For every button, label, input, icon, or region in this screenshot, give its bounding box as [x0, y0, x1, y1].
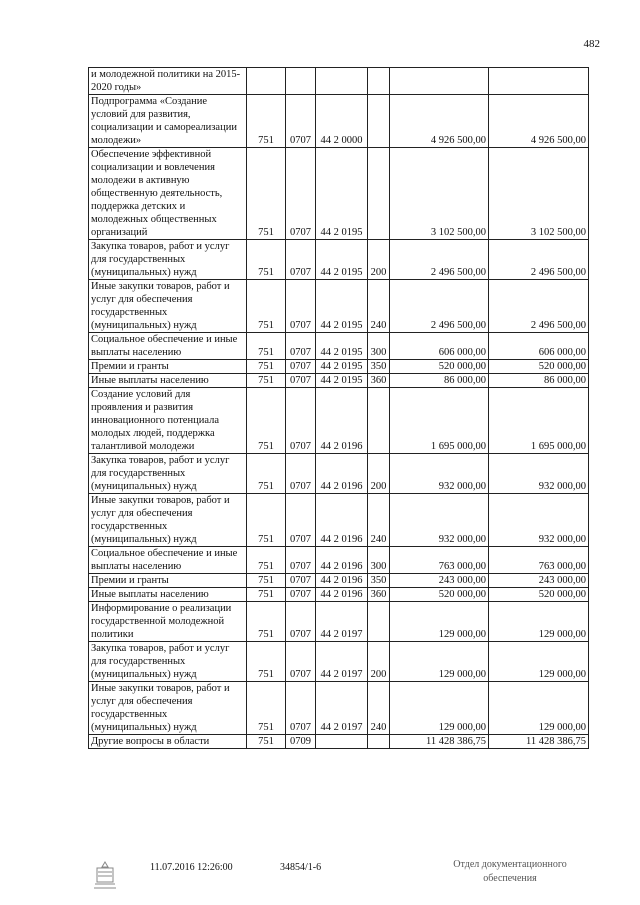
row-dept-code: 751 [247, 588, 286, 602]
footer-department-line2: обеспечения [483, 873, 537, 884]
row-name: Закупка товаров, работ и услуг для государственных (муниципальных) нужд [89, 454, 247, 494]
row-dept-code: 751 [247, 735, 286, 749]
row-target-code: 44 2 0196 [316, 588, 368, 602]
row-type-code: 350 [368, 360, 390, 374]
row-section-code: 0707 [286, 148, 316, 240]
row-section-code: 0707 [286, 642, 316, 682]
table-row [89, 547, 589, 574]
row-name: Премии и гранты [89, 360, 247, 374]
row-section-code: 0707 [286, 360, 316, 374]
page-footer [0, 858, 640, 898]
row-amount-1: 11 428 386,75 [390, 735, 489, 749]
row-section-code [286, 68, 316, 95]
row-amount-1: 520 000,00 [390, 588, 489, 602]
row-dept-code: 751 [247, 494, 286, 547]
footer-datetime: 11.07.2016 12:26:00 [150, 862, 233, 873]
row-section-code: 0707 [286, 574, 316, 588]
row-type-code [368, 68, 390, 95]
footer-department-line1: Отдел документационного [453, 859, 567, 870]
row-type-code [368, 388, 390, 454]
row-target-code: 44 2 0195 [316, 240, 368, 280]
row-amount-2: 520 000,00 [489, 588, 589, 602]
row-name: Иные закупки товаров, работ и услуг для обеспечения государственных (муниципальных) нужд [89, 682, 247, 735]
row-amount-1: 2 496 500,00 [390, 240, 489, 280]
table-row [89, 68, 589, 95]
row-amount-2: 2 496 500,00 [489, 280, 589, 333]
row-section-code: 0707 [286, 388, 316, 454]
row-amount-1: 932 000,00 [390, 454, 489, 494]
row-amount-1: 2 496 500,00 [390, 280, 489, 333]
row-target-code [316, 68, 368, 95]
row-target-code: 44 2 0196 [316, 494, 368, 547]
table-row [89, 574, 589, 588]
row-amount-2: 86 000,00 [489, 374, 589, 388]
row-type-code [368, 95, 390, 148]
row-amount-2: 1 695 000,00 [489, 388, 589, 454]
row-name: Подпрограмма «Создание условий для развития, социализации и самореализации молодежи» [89, 95, 247, 148]
row-section-code: 0707 [286, 454, 316, 494]
coat-of-arms-icon [92, 860, 118, 892]
row-target-code: 44 2 0195 [316, 333, 368, 360]
row-target-code: 44 2 0196 [316, 574, 368, 588]
table-row [89, 148, 589, 240]
row-target-code: 44 2 0196 [316, 388, 368, 454]
row-section-code: 0707 [286, 547, 316, 574]
row-type-code [368, 602, 390, 642]
row-section-code: 0707 [286, 682, 316, 735]
table-row [89, 642, 589, 682]
row-target-code: 44 2 0195 [316, 280, 368, 333]
row-target-code: 44 2 0197 [316, 682, 368, 735]
row-target-code: 44 2 0196 [316, 547, 368, 574]
row-name: Закупка товаров, работ и услуг для государственных (муниципальных) нужд [89, 642, 247, 682]
row-type-code: 300 [368, 547, 390, 574]
row-dept-code [247, 68, 286, 95]
row-amount-1: 932 000,00 [390, 494, 489, 547]
row-amount-1: 1 695 000,00 [390, 388, 489, 454]
row-dept-code: 751 [247, 148, 286, 240]
table-row [89, 388, 589, 454]
row-amount-2: 11 428 386,75 [489, 735, 589, 749]
row-amount-1: 129 000,00 [390, 602, 489, 642]
row-section-code: 0707 [286, 588, 316, 602]
table-row [89, 588, 589, 602]
row-amount-1: 86 000,00 [390, 374, 489, 388]
row-amount-1: 606 000,00 [390, 333, 489, 360]
row-name: Информирование о реализации государственной молодежной политики [89, 602, 247, 642]
row-target-code: 44 2 0000 [316, 95, 368, 148]
row-amount-1: 129 000,00 [390, 642, 489, 682]
row-amount-2: 129 000,00 [489, 602, 589, 642]
row-dept-code: 751 [247, 95, 286, 148]
row-amount-1: 129 000,00 [390, 682, 489, 735]
row-amount-2: 932 000,00 [489, 494, 589, 547]
row-section-code: 0707 [286, 494, 316, 547]
row-dept-code: 751 [247, 642, 286, 682]
table-row [89, 454, 589, 494]
row-section-code: 0707 [286, 374, 316, 388]
row-amount-2: 520 000,00 [489, 360, 589, 374]
row-type-code: 200 [368, 454, 390, 494]
row-dept-code: 751 [247, 280, 286, 333]
table-row [89, 95, 589, 148]
row-type-code: 360 [368, 588, 390, 602]
table-row [89, 602, 589, 642]
row-name: Другие вопросы в области [89, 735, 247, 749]
table-row [89, 280, 589, 333]
row-target-code: 44 2 0196 [316, 454, 368, 494]
footer-department [430, 858, 590, 886]
row-dept-code: 751 [247, 454, 286, 494]
row-dept-code: 751 [247, 360, 286, 374]
row-amount-2: 763 000,00 [489, 547, 589, 574]
row-section-code: 0707 [286, 240, 316, 280]
table-row [89, 374, 589, 388]
row-name: Иные закупки товаров, работ и услуг для обеспечения государственных (муниципальных) нужд [89, 280, 247, 333]
table-row [89, 735, 589, 749]
row-amount-2: 3 102 500,00 [489, 148, 589, 240]
row-type-code: 350 [368, 574, 390, 588]
table-row [89, 360, 589, 374]
row-target-code: 44 2 0195 [316, 148, 368, 240]
row-amount-2: 129 000,00 [489, 682, 589, 735]
row-amount-1: 4 926 500,00 [390, 95, 489, 148]
page-number: 482 [583, 38, 600, 50]
row-dept-code: 751 [247, 333, 286, 360]
table-row [89, 240, 589, 280]
row-section-code: 0707 [286, 602, 316, 642]
row-dept-code: 751 [247, 547, 286, 574]
row-type-code: 360 [368, 374, 390, 388]
row-amount-1: 763 000,00 [390, 547, 489, 574]
row-amount-2: 129 000,00 [489, 642, 589, 682]
row-dept-code: 751 [247, 682, 286, 735]
row-target-code: 44 2 0197 [316, 602, 368, 642]
row-type-code: 300 [368, 333, 390, 360]
row-target-code: 44 2 0195 [316, 374, 368, 388]
footer-doc-number: 34854/1-6 [280, 862, 322, 873]
row-type-code: 200 [368, 240, 390, 280]
row-dept-code: 751 [247, 388, 286, 454]
row-amount-1 [390, 68, 489, 95]
row-amount-2: 2 496 500,00 [489, 240, 589, 280]
row-type-code: 240 [368, 682, 390, 735]
row-target-code [316, 735, 368, 749]
row-type-code: 240 [368, 494, 390, 547]
row-section-code: 0707 [286, 280, 316, 333]
row-name: Закупка товаров, работ и услуг для государственных (муниципальных) нужд [89, 240, 247, 280]
table-row [89, 682, 589, 735]
row-amount-2: 4 926 500,00 [489, 95, 589, 148]
row-dept-code: 751 [247, 240, 286, 280]
row-type-code: 240 [368, 280, 390, 333]
row-name: Создание условий для проявления и развития инновационного потенциала молодых людей, поддержка талантливой молодежи [89, 388, 247, 454]
table-row [89, 494, 589, 547]
row-amount-1: 520 000,00 [390, 360, 489, 374]
row-type-code [368, 735, 390, 749]
row-target-code: 44 2 0197 [316, 642, 368, 682]
row-name: Премии и гранты [89, 574, 247, 588]
row-amount-1: 3 102 500,00 [390, 148, 489, 240]
row-amount-1: 243 000,00 [390, 574, 489, 588]
table-row [89, 333, 589, 360]
row-type-code [368, 148, 390, 240]
row-section-code: 0707 [286, 333, 316, 360]
row-name: Иные выплаты населению [89, 588, 247, 602]
row-type-code: 200 [368, 642, 390, 682]
row-target-code: 44 2 0195 [316, 360, 368, 374]
row-name: Социальное обеспечение и иные выплаты населению [89, 547, 247, 574]
row-section-code: 0707 [286, 95, 316, 148]
row-name: Социальное обеспечение и иные выплаты населению [89, 333, 247, 360]
row-section-code: 0709 [286, 735, 316, 749]
budget-table [88, 67, 589, 749]
row-amount-2 [489, 68, 589, 95]
row-amount-2: 606 000,00 [489, 333, 589, 360]
row-dept-code: 751 [247, 602, 286, 642]
row-dept-code: 751 [247, 574, 286, 588]
row-amount-2: 243 000,00 [489, 574, 589, 588]
row-amount-2: 932 000,00 [489, 454, 589, 494]
row-dept-code: 751 [247, 374, 286, 388]
row-name: Иные закупки товаров, работ и услуг для обеспечения государственных (муниципальных) нужд [89, 494, 247, 547]
row-name: Иные выплаты населению [89, 374, 247, 388]
row-name: и молодежной политики на 2015-2020 годы» [89, 68, 247, 95]
row-name: Обеспечение эффективной социализации и вовлечения молодежи в активную общественную деятельность, поддержка детских и молодежных общественных организаций [89, 148, 247, 240]
